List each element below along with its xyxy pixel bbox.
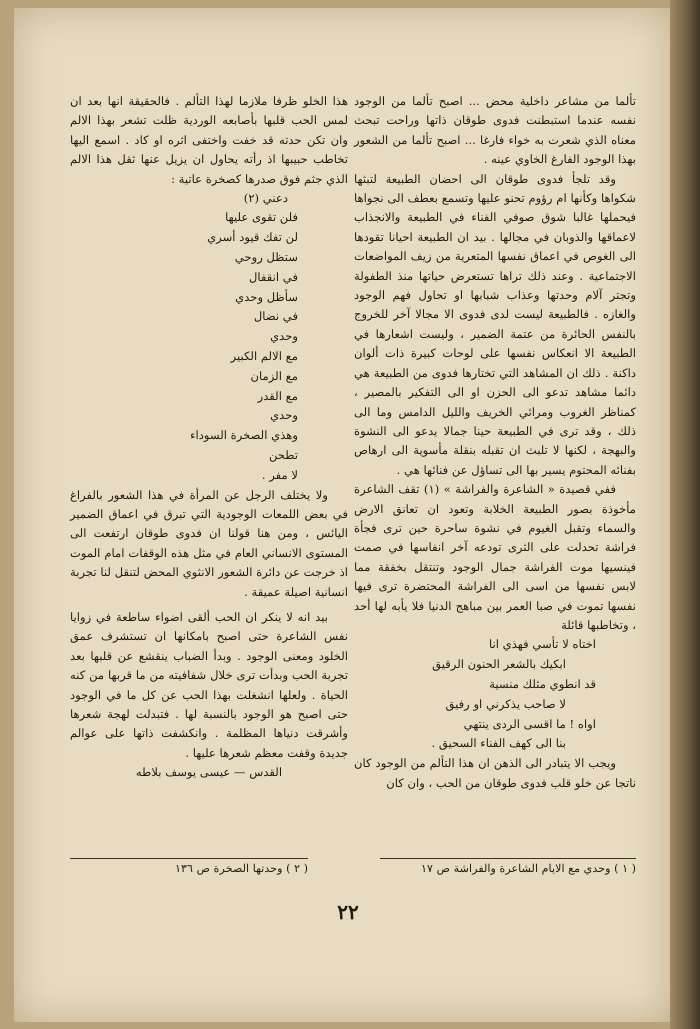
left-para-1: هذا الخلو ظرفا ملازما لهذا التألم . فالحقيقة انها بعد ان لمس الحب قلبها بأصابعه الوردية ظلت تشعر بهذا الالم وان تكن حدته قد خفت واختفى اثره او كاد . اسمع اليها تخاطب حبيبها اذ رأته يحاول ان يزيل عنها ثقل هذا الالم الذي جثم فوق صدرها كصخرة عاتية : [70,94,348,186]
verse-line: لن تفك قيود أسري [207,230,298,245]
page-edge [670,0,700,1029]
verse-line: ستظل روحي [234,250,298,265]
left-para-3: بيد انه لا ينكر ان الحب ألقى اضواء ساطعة في زوايا نفس الشاعرة حتى اصبح بامكانها ان تستشرف عمق الخلود ومعنى الوجود . وبدأ الضباب ينقشع عن قلبها بعد تجربة الحب وبدأت ترى خلال شفافيته من ما قربها من كنه الحياة . ولعلها انشغلت بهذا الحب عن كل ما في الوجود حتى اصبح هو الوجود بالنسبة لها . فتبدلت لهجة شعرها وأشرقت دنياها المظلمة . وانكشفت ذاتها على عوالم جديدة وقفت معظم شعرها عليها . [70,610,348,760]
right-column [354,92,636,793]
verse-line: سأظل وحدي [235,289,298,304]
verse-line: في انقفال [248,269,298,284]
right-para-2: وقد تلجأ فدوى طوقان الى احضان الطبيعة لتبثها شكواها وكأنها ام رؤوم تحنو عليها وتسمع بعطف الى نجواها فيحملها غالبا شوق صوفي الفناء في الطبيعة والانجذاب لاعماقها والذوبان في مجالها . بيد ان الطبيعة احيانا تقودها الى الغوص في اعماق نفسها المتعرية من زيف المواضعات الاجتماعية . وعند ذلك تراها تستعرض حياتها منذ الطفولة وتجتر آلام وحدتها وعذاب شبابها او تحاول فهم الوجود والغازه . فالطبيعة ليست لدى فدوى الا مجالا آخر للخروج بالنفس الحائرة من عتمة الضمير ، وليست اشعارها في الطبيعة الا انعكاس نفسها على لوحات كبيرة ذات ألوان داكنة . ذلك ان المشاهد التي تختارها فدوى من الطبيعة هي دائما مشاهد تدعو الى الحزن او الى التفكير بالمصير ، كمناظر الغروب ومرائي الخريف والليل الدامس وما الى ذلك ، وقد ترى في الطبيعة حينا جمالا يدعو الى النشوة والبهجة ، لكنها لا تلبث ان تقبله بنقلة مأسوية الى ارهاص بفنائه المحتوم يسير بها الى تساؤل عن فنائها هي . [354,171,636,477]
left-footnote-rule [70,858,308,859]
verse-line: في نضال [253,309,298,324]
verse-intro: دعني (٢) [243,191,288,206]
right-footnote-rule [380,858,636,859]
verse-line: مع الالم الكبير [230,349,298,364]
left-column [70,92,348,783]
verse-line: اواه ! ما اقسى الردى ينتهي [463,716,596,731]
verse-line: بنا الى كهف الفناء السحيق . [431,736,566,751]
left-verse [70,208,348,485]
verse-line: قد انطوي مثلك منسية [489,676,596,691]
verse-line: لا مفر . [261,467,298,482]
right-para-1: تألما من مشاعر داخلية محض ... اصبح تألما من الوجود نفسه عندما استبطنت فدوى طوقان ذاتها وراحت تبحث معناه الذي شعرت به خواء فارغا ... اصبح تألما من الشعور بهذا الوجود الفارغ الخاوي عينه . [354,94,636,167]
verse-line: مع الزمان [250,368,298,383]
verse-line: وحدي [270,329,298,344]
left-footnote: ( ٢ ) وحدتها الصخرة ص ١٣٦ [175,862,308,875]
right-para-3: ففي قصيدة « الشاعرة والفراشة » (١) تقف الشاعرة مأخوذة بصور الطبيعة الخلابة وتعود ان تعانق الارض والسماء وتقبل الغيوم في نشوة ساحرة حين ترى فجأة فراشة تحدلت على الثرى تودعه آخر انفاسها في صمت فينسيها موت الفراشة جمال الوجود وتنتقل بخفقة مما لابس نفسها من اسى الى الفراشة المحتضرة ترى فيها نفسها تموت في صبا العمر بين مباهج الدنيا فلا يأبه لها أحد ، وتخاطبها قائلة [354,482,636,632]
verse-line: وهذي الصخرة السوداء [190,428,298,443]
author-signature: القدس — عيسى يوسف بلاطه [135,765,283,780]
verse-line: تطحن [268,448,298,462]
left-para-2: ولا يختلف الرجل عن المرأة في هذا الشعور بالفراغ في بعض اللمعات الوجودية التي تبرق في اعماق الضمير اليائس ، ومن هنا قولنا ان فدوى طوقان ارتفعت الى المستوى الانساني العام في مثل هذه الوقفات امام الموت اذ خرجت عن دائرة الشعور الانثوي المحض لتنقل لنا تجربة انسانية اصيلة عميقة . [70,487,348,599]
verse-line: لا صاحب يذكرني او رفيق [445,696,566,711]
verse-line: ابكيك بالشعر الحنون الرقيق [432,657,566,672]
right-footnote: ( ١ ) وحدي مع الايام الشاعرة والفراشة ص ١٧ [421,862,636,875]
verse-line: وحدي [270,408,298,423]
right-para-4: ويجب الا يتبادر الى الذهن ان هذا التألم من الوجود كان ناتجا عن خلو قلب فدوى طوقان من الحب ، وان كان [354,756,636,790]
right-verse [354,635,636,754]
verse-line: مع القدر [257,388,298,403]
page-number: ٢٢ [337,900,359,924]
verse-line: فلن تقوى عليها [225,210,298,225]
verse-line: اختاه لا تأسي فهذي انا [488,637,596,652]
